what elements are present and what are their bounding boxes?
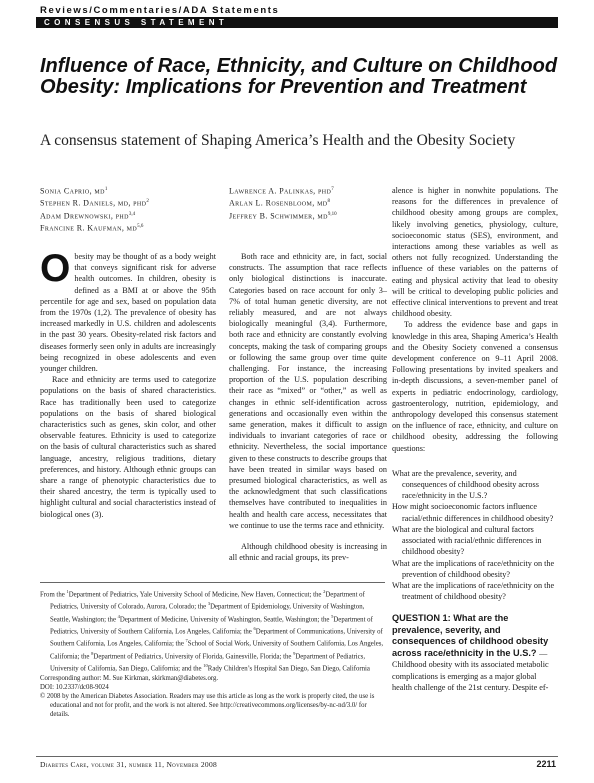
footnotes [40,587,385,719]
drop-cap: O [40,247,71,290]
question-list [392,468,558,602]
list-item: How might socioeconomic factors influence racial/ethnic differences in childhood obesity? [392,502,554,523]
consensus-statement-label: CONSENSUS STATEMENT [44,18,229,27]
author-name: Stephen R. Daniels, md, phd$^2$ [40,199,149,209]
body-paragraph: Although childhood obesity is increasing in all ethnic and racial groups, its prev- [229,542,387,563]
footnote-divider [40,582,385,583]
author-name: Sonia Caprio, $md^1$ [40,186,108,196]
section-heading: QUESTION 1: What are the prevalence, severity, and consequences of childhood obesity across race/ethnicity in the U.S.? — Childhood obesity with its associated metabolic complications is emerging as a major global health challenge of the 21st century. Despite ef- [392,613,549,693]
copyright-notice: © 2008 by the American Diabetes Association. Readers may use this article as long as the work is properly cited, the use is educational and not for profit, and the work is not altered. See http://creativecommons.org/licenses/by-nc-nd/3.0/ for details. [40,692,375,718]
article-title: Influence of Race, Ethnicity, and Culture on Childhood Obesity: Implications for Prevention and Treatment [40,55,558,98]
list-item: What are the implications of race/ethnicity on the treatment of childhood obesity? [392,580,555,602]
author-name: Francine R. Kaufman, md$^{5,6}$ [40,224,144,234]
correspondence: Corresponding author: M. Sue Kirkman, skirkman@diabetes.org. [40,674,219,682]
author-name: Jeffrey B. Schwimmer, md$^{9,10}$ [229,211,337,221]
body-paragraph: To address the evidence base and gaps in knowledge in this area, Shaping America’s Health and the Obesity Society convened a consensus development conference on 9–11 April 2008. Following presentations by invited speakers and in-depth discussions, a seven-member panel of experts in pediatric endocrinology, cardiology, gastroenterology, nutrition, epidemiology, and anthropology developed this consensus statement on the influence of race, ethnicity, and culture on childhood obesity, addressing the following questions: [392,320,558,453]
list-item: What are the implications of race/ethnicity on the prevention of childhood obesity? [392,558,555,579]
author-list-right [229,185,337,222]
section-text: — Childhood obesity with its associated metabolic complications is emerging as a major global health challenge of the 21st century. Despite ef- [392,648,549,693]
article-subtitle: A consensus statement of Shaping America’s Health and the Obesity Society [40,132,516,149]
affiliations: From the $^1$Department of Pediatrics, Yale University School of Medicine, New Haven, Connecticut; the $^2$Department of Pediatrics, University of Colorado, Aurora, Colorado; the $^3$Department of Epidemiology, University of Washington, Seattle, Washington; the $^4$Department of Medicine, University of Washington, Seattle, Washington; the $^5$Department of Pediatrics, University of Southern California, Los Angeles, California; the $^6$Department of Communications, University of Southern California, Los Angeles, California; the $^7$School of Social Work, University of Southern California, Los Angeles, California; the $^8$Department of Pediatrics, University of Florida, Gainesville, Florida; the $^9$Department of Pediatrics, University of California, San Diego, California; and the $^{10}$Rady Children’s Hospital San Diego, San Diego, California [40,589,384,673]
body-column-2 [229,251,387,563]
body-paragraph: alence is higher in nonwhite populations. The reasons for the differences in prevalence of childhood obesity among groups are complex, likely involving genetics, physiology, culture, socioeconomic status (SES), environment, and interactions among these variables as well as others not fully recognized. Understanding the influence of these variables on the patterns of eating and physical activity that lead to obesity will be critical to developing public policies and effective clinical interventions to prevent and treat childhood obesity. [392,186,558,319]
section-line: Reviews/Commentaries/ADA Statements [40,5,280,16]
list-item: What are the biological and cultural factors associated with racial/ethnic differences in childhood obesity? [392,524,542,557]
body-paragraph: Obesity may be thought of as a body weight that conveys significant risk for adverse health outcomes. In children, obesity is defined as a BMI at or above the 95th percentile for age and sex, based on population data from the 1970s (1,2). The prevalence of obesity has increased markedly in U.S. children and adolescents in the past 30 years. Obesity-related risk factors and diseases formerly seen only in adults are increasingly being recognized in obese adolescents and even younger children. [40,247,216,374]
body-paragraph: Race and ethnicity are terms used to categorize populations on the basis of shared characteristics. Race has traditionally been used to categorize populations on the basis of shared biological characteristics such as genes, skin color, and other observable features. Ethnicity is used to categorize on the basis of cultural characteristics such as shared language, ancestry, religious traditions, dietary preferences, and history. Although ethnic groups can share a range of phenotypic characteristics due to their shared ancestry, the term is typically used to highlight cultural and social characteristics instead of biological ones (3). [40,375,216,519]
author-name: Lawrence A. Palinkas, phd$^7$ [229,186,334,196]
list-item: What are the prevalence, severity, and consequences of childhood obesity across race/ethnicity in the U.S.? [392,468,539,501]
page-number: 2211 [536,759,556,769]
footer-divider [36,756,558,757]
section-bar [36,17,558,28]
body-column-1 [40,247,216,520]
author-list-left [40,185,149,235]
journal-citation: Diabetes Care, volume 31, number 11, November 2008 [40,760,218,769]
body-column-3 [392,185,558,694]
doi: DOI: 10.2337/dc08-9024 [40,683,109,691]
body-paragraph: Both race and ethnicity are, in fact, social constructs. The assumption that race reflects only biological distinctions is inaccurate. Categories based on race account for only 3–7% of total human genetic diversity, are not reliably measured, and are not always biologically meaningful (3,4). Furthermore, both race and ethnicity are constantly evolving concepts, making the task of comparing groups or following the same group over time quite challenging. For instance, the increasing proportion of the U.S. population describing their race as “mixed” or “other,” as well as changes in ethnic self-identification across generations and occasionally even within the same generation, makes it difficult to assign individuals to invariant categories of race or ethnicity. Nevertheless, the social importance given to these constructs to describe groups that have been treated in similar ways based on presumed biological characteristics, as well as the acknowledgment that such classifications themselves have contributed to inequalities in health and health care access, necessitates that we continue to use the terms race and ethnicity. [229,252,387,530]
author-name: Adam Drewnowski, phd$^{3,4}$ [40,211,136,221]
author-name: Arlan L. Rosenbloom, $md^8$ [229,199,331,209]
